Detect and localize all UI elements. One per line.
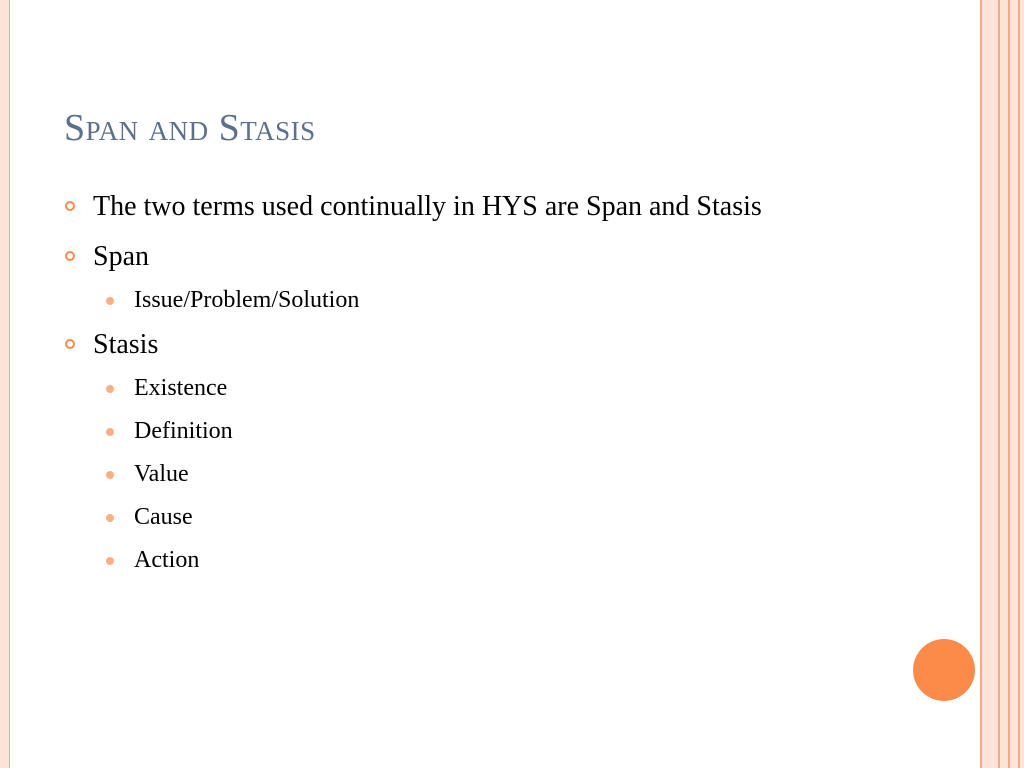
bullet-text: Span — [93, 241, 149, 272]
left-decorative-border — [0, 0, 10, 768]
dot-bullet-icon — [106, 514, 114, 522]
sub-bullet-item — [64, 539, 884, 582]
sub-bullet-text: Value — [134, 461, 189, 487]
ring-bullet-icon — [65, 339, 75, 349]
bullet-item — [64, 326, 884, 364]
slide-title: Span and Stasis — [64, 107, 316, 149]
bullet-item — [64, 188, 884, 226]
sub-bullet-item — [64, 496, 884, 539]
dot-bullet-icon — [106, 557, 114, 565]
sub-bullet-text: Existence — [134, 375, 228, 401]
sub-bullet-item — [64, 367, 884, 410]
dot-bullet-icon — [106, 471, 114, 479]
decorative-orange-circle — [913, 639, 975, 701]
bullet-item — [64, 238, 884, 276]
bullet-text: Stasis — [93, 329, 159, 360]
sub-bullet-item — [64, 410, 884, 453]
sub-bullet-item — [64, 453, 884, 496]
sub-bullet-item — [64, 279, 884, 322]
ring-bullet-icon — [65, 251, 75, 261]
bullet-text: The two terms used continually in HYS are Span and Stasis — [93, 191, 762, 222]
dot-bullet-icon — [106, 297, 114, 305]
sub-bullet-text: Action — [134, 547, 200, 573]
dot-bullet-icon — [106, 385, 114, 393]
ring-bullet-icon — [65, 201, 75, 211]
right-decorative-bars — [980, 0, 1024, 768]
bullet-list — [64, 188, 884, 582]
sub-bullet-text: Issue/Problem/Solution — [134, 287, 360, 313]
sub-bullet-text: Definition — [134, 418, 233, 444]
sub-bullet-text: Cause — [134, 504, 193, 530]
dot-bullet-icon — [106, 428, 114, 436]
